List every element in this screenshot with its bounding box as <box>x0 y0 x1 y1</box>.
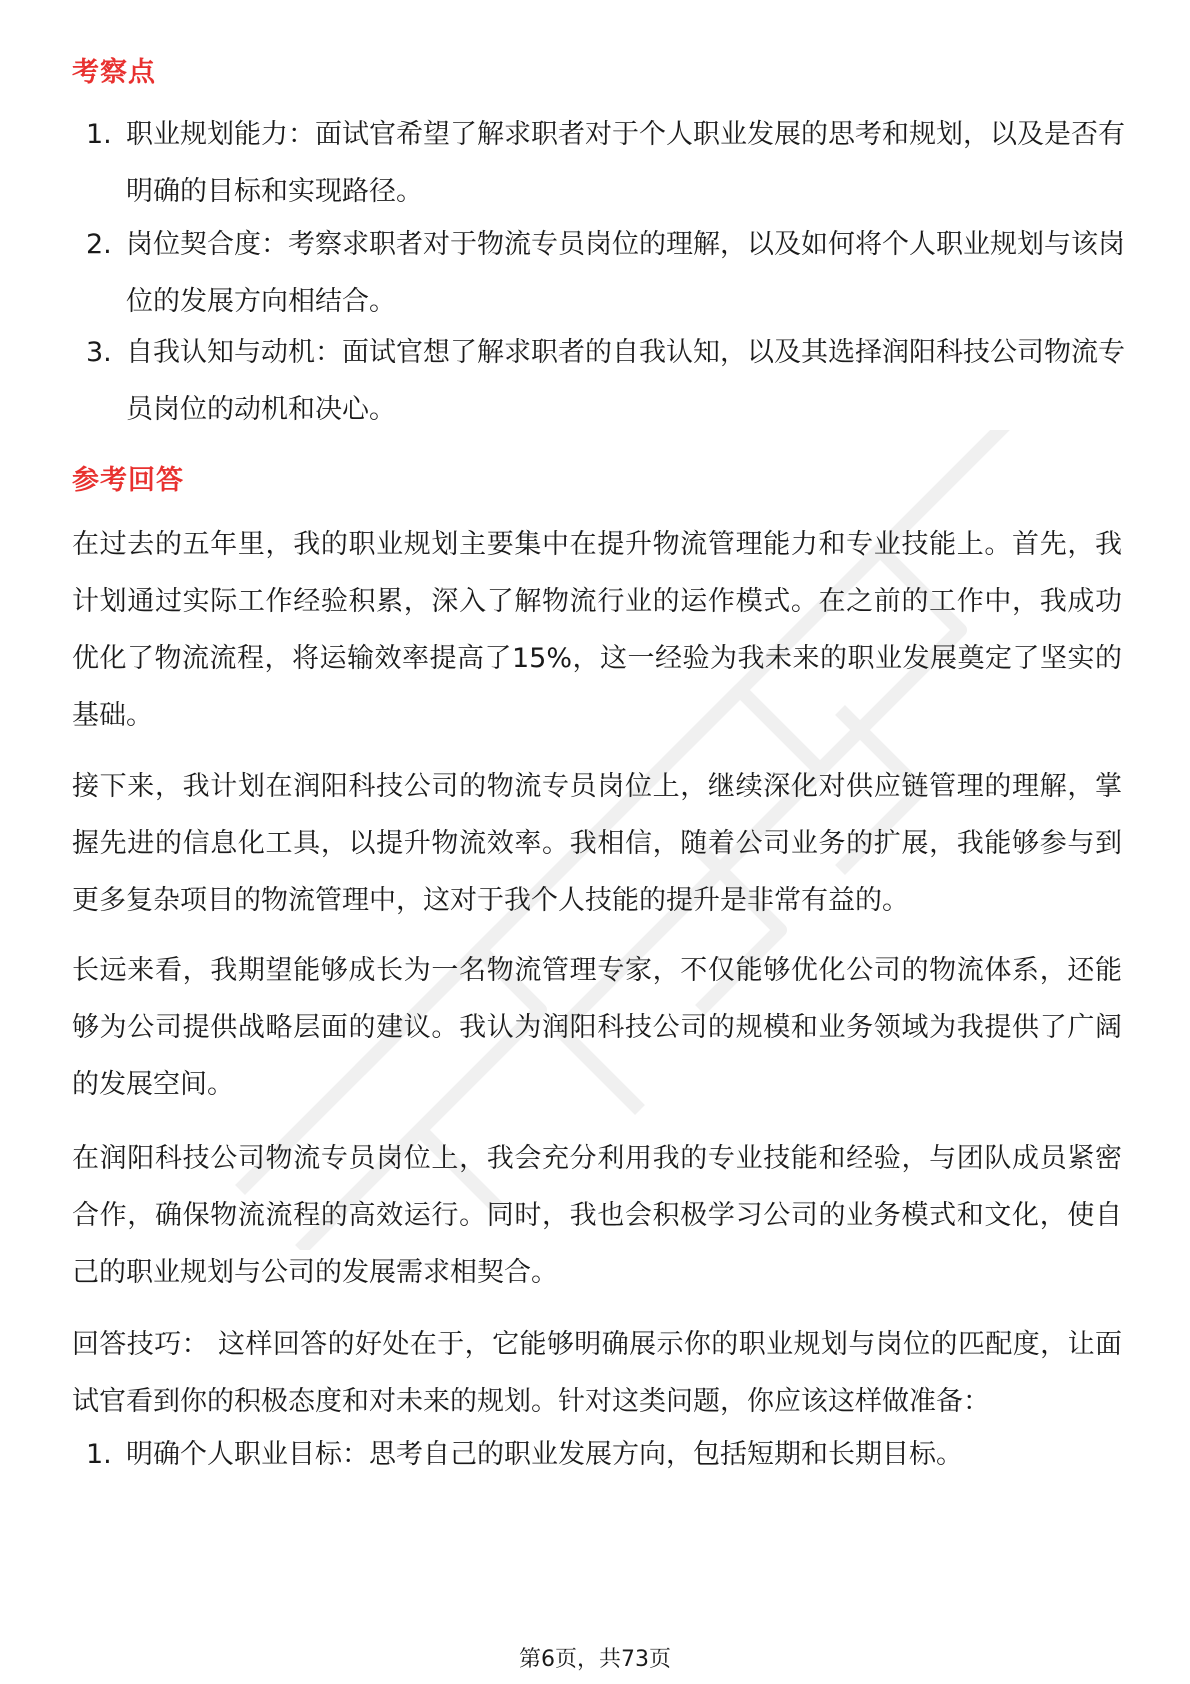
tips-paragraph: 回答技巧： 这样回答的好处在于，它能够明确展示你的职业规划与岗位的匹配度，让面试官看到你的积极态度和对未来的规划。针对这类问题，你应该这样做准备： <box>72 1329 1122 1417</box>
list-number: 2. <box>86 229 112 260</box>
answer-paragraph: 在润阳科技公司物流专员岗位上，我会充分利用我的专业技能和经验，与团队成员紧密合作，确保物流流程的高效运行。同时，我也会积极学习公司的业务模式和文化，使自己的职业规划与公司的发展需求相契合。 <box>72 1143 1122 1288</box>
list-text: 职业规划能力：面试官希望了解求职者对于个人职业发展的思考和规划，以及是否有明确的目标和实现路径。 <box>126 119 1125 207</box>
answer-paragraph: 长远来看，我期望能够成长为一名物流管理专家，不仅能够优化公司的物流体系，还能够为公司提供战略层面的建议。我认为润阳科技公司的规模和业务领域为我提供了广阔的发展空间。 <box>72 955 1122 1100</box>
list-item <box>86 324 1126 438</box>
list-number: 3. <box>86 337 112 368</box>
list-text: 明确个人职业目标：思考自己的职业发展方向，包括短期和长期目标。 <box>126 1439 963 1470</box>
list-number: 1. <box>86 119 112 150</box>
page-number-footer: 第6页，共73页 <box>519 1647 671 1672</box>
tips-list-item <box>86 1426 1126 1483</box>
list-item <box>86 106 1126 220</box>
section-title-cankao: 参考回答 <box>72 465 184 496</box>
list-item <box>86 216 1126 330</box>
section-title-kaochadian: 考察点 <box>72 57 156 88</box>
answer-paragraph: 在过去的五年里，我的职业规划主要集中在提升物流管理能力和专业技能上。首先，我计划通过实际工作经验积累，深入了解物流行业的运作模式。在之前的工作中，我成功优化了物流流程，将运输效率提高了15%，这一经验为我未来的职业发展奠定了坚实的基础。 <box>72 529 1122 731</box>
answer-paragraph: 接下来，我计划在润阳科技公司的物流专员岗位上，继续深化对供应链管理的理解，掌握先进的信息化工具，以提升物流效率。我相信，随着公司业务的扩展，我能够参与到更多复杂项目的物流管理中，这对于我个人技能的提升是非常有益的。 <box>72 771 1122 916</box>
list-text: 岗位契合度：考察求职者对于物流专员岗位的理解，以及如何将个人职业规划与该岗位的发展方向相结合。 <box>126 229 1125 317</box>
list-number: 1. <box>86 1439 112 1470</box>
list-text: 自我认知与动机：面试官想了解求职者的自我认知，以及其选择润阳科技公司物流专员岗位的动机和决心。 <box>126 337 1125 425</box>
